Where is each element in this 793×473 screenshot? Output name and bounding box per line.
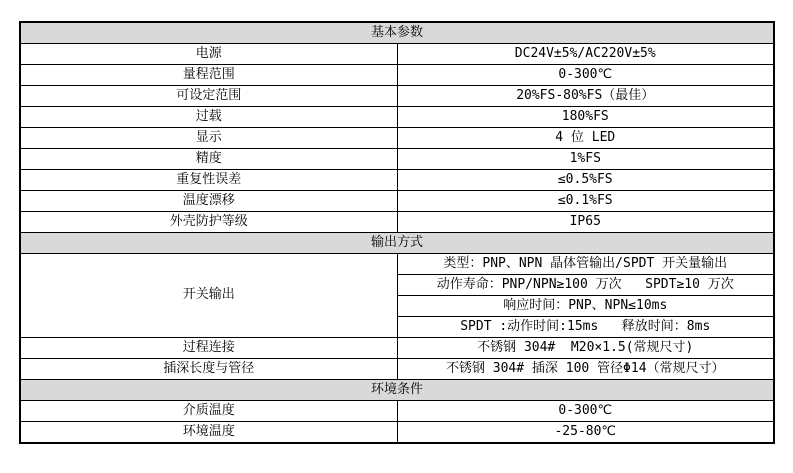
row-label: 电源 [20,44,397,65]
row-label: 过载 [20,107,397,128]
row-label: 显示 [20,128,397,149]
table-row [20,128,774,149]
row-value: 4 位 LED [397,128,774,149]
row-value: SPDT :动作时间:15ms 释放时间：8ms [397,317,774,338]
table-row [20,44,774,65]
table-row [20,254,774,275]
row-value: 20%FS-80%FS（最佳） [397,86,774,107]
row-value: 0-300℃ [397,65,774,86]
row-label: 量程范围 [20,65,397,86]
section-header-basic: 基本参数 [20,22,774,44]
section-header-environment: 环境条件 [20,380,774,401]
row-label: 环境温度 [20,422,397,444]
row-value: DC24V±5%/AC220V±5% [397,44,774,65]
row-value: 0-300℃ [397,401,774,422]
table-row [20,65,774,86]
section-header-output: 输出方式 [20,233,774,254]
row-value: -25-80℃ [397,422,774,444]
table-row [20,149,774,170]
table-row [20,338,774,359]
row-value: 不锈钢 304# 插深 100 管径Φ14（常规尺寸） [397,359,774,380]
table-row [20,191,774,212]
row-value: 类型：PNP、NPN 晶体管输出/SPDT 开关量输出 [397,254,774,275]
row-label: 重复性误差 [20,170,397,191]
row-value: IP65 [397,212,774,233]
table-row [20,170,774,191]
section-header-row-output [20,233,774,254]
row-value: 动作寿命：PNP/NPN≥100 万次 SPDT≥10 万次 [397,275,774,296]
row-value: 1%FS [397,149,774,170]
row-value: 响应时间：PNP、NPN≤10ms [397,296,774,317]
row-value: 180%FS [397,107,774,128]
row-label: 插深长度与管径 [20,359,397,380]
row-label: 温度漂移 [20,191,397,212]
table-row [20,86,774,107]
row-label: 精度 [20,149,397,170]
table-row [20,212,774,233]
row-label: 外壳防护等级 [20,212,397,233]
row-value: ≤0.1%FS [397,191,774,212]
table-row [20,401,774,422]
table-row [20,107,774,128]
table-row [20,359,774,380]
row-value: 不锈钢 304# M20×1.5(常规尺寸) [397,338,774,359]
row-label: 可设定范围 [20,86,397,107]
table-row [20,422,774,444]
section-header-row-environment [20,380,774,401]
row-label: 介质温度 [20,401,397,422]
spec-table [19,21,775,444]
row-label: 过程连接 [20,338,397,359]
section-header-row-basic [20,22,774,44]
row-value: ≤0.5%FS [397,170,774,191]
row-label-switch-output: 开关输出 [20,254,397,338]
